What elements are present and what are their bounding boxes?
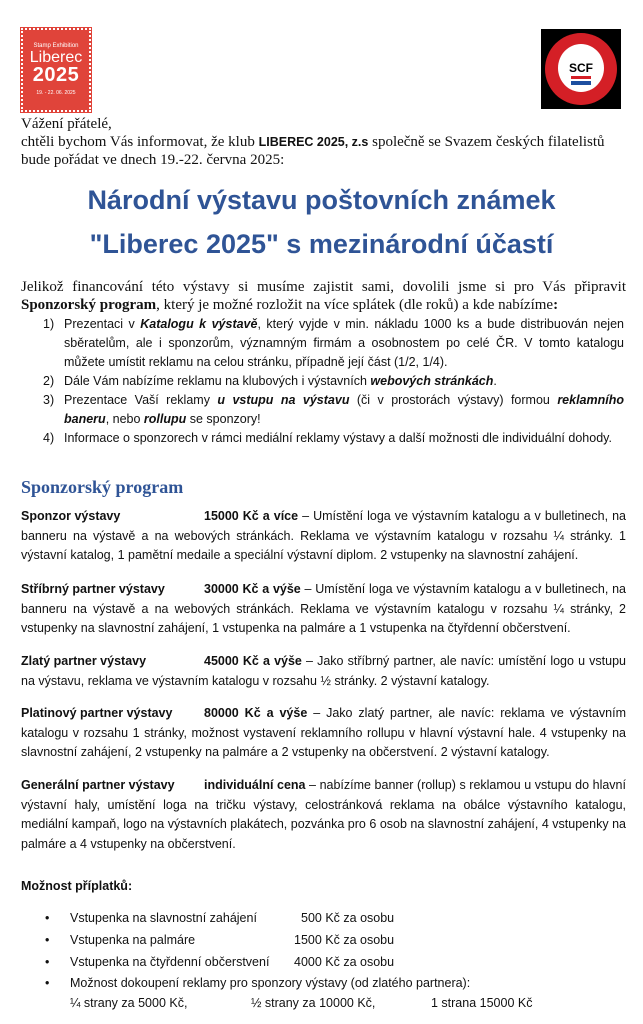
list-item bbox=[43, 429, 624, 448]
tier-name: Zlatý partner výstavy bbox=[21, 654, 147, 668]
offer-text: Prezentace Vaší reklamy bbox=[64, 393, 218, 407]
tier-price: 30000 Kč a výše bbox=[204, 582, 301, 596]
para-part-2: , který je možné rozložit na více splátek (dle roků) a kde nabízíme bbox=[156, 297, 554, 313]
offer-text: se sponzory! bbox=[186, 412, 261, 426]
list-number: 1) bbox=[43, 317, 55, 331]
list-item bbox=[43, 372, 624, 391]
financing-paragraph bbox=[21, 278, 626, 314]
tier-description: – nabízíme banner (rollup) s reklamou u vstupu do hlavní výstavní haly, umístění loga na tričku výstavy, celostránková reklama na obálce výstavního katalogu, mediální kampaň, logo na výstavních plakátech, pozvánka pro 6 osob na slavnostní zahájení, 4 vstupenky na palmáre a 4 vstupenky na občerstvení. bbox=[21, 778, 626, 851]
list-number: 3) bbox=[43, 393, 55, 407]
scf-logo-text: SCF bbox=[569, 61, 593, 75]
ad-option-full: 1 strana 15000 Kč bbox=[431, 996, 533, 1010]
tier-description: – Jako stříbrný partner, ale navíc: umístění logo u vstupu na výstavu, reklama ve výstavním katalogu v rozsahu ½ stránky. 2 výstavní katalogy. bbox=[21, 654, 626, 688]
tier-description: – Jako zlatý partner, ale navíc: reklama ve výstavním katalogu v rozsahu 1 stránky, možnost vystavení reklamního rollupu v hlavní výstavní hale. 4 vstupenky na slavnostní zahájení, 2 vstupenky na palmáre a 2 vstupenky na občerstvení. 2 výstavní katalogy. bbox=[21, 706, 627, 759]
logo-line-4: 19. - 22. 06. 2025 bbox=[36, 90, 76, 96]
tier-name: Stříbrný partner výstavy bbox=[21, 582, 165, 596]
tier-silver bbox=[21, 580, 626, 639]
intro-text bbox=[21, 115, 626, 169]
intro-part-1: chtěli bychom Vás informovat, že klub bbox=[21, 134, 259, 150]
tier-general bbox=[21, 776, 626, 854]
sponsor-program-heading: Sponzorský program bbox=[21, 477, 184, 497]
scf-logo-blue-stripe bbox=[571, 81, 591, 85]
extras-item-price: 4000 Kč za osobu bbox=[294, 955, 395, 969]
main-title-line-2: "Liberec 2025" s mezinárodní účastí bbox=[89, 229, 554, 259]
tier-name: Sponzor výstavy bbox=[21, 509, 121, 523]
ad-option-quarter: ¼ strany za 5000 Kč, bbox=[70, 996, 188, 1010]
tier-name: Platinový partner výstavy bbox=[21, 706, 173, 720]
tier-price: 15000 Kč a více bbox=[204, 509, 299, 523]
club-name: LIBEREC 2025, z.s bbox=[258, 135, 369, 149]
offer-text: Informace o sponzorech v rámci mediální reklamy výstavy a další možnosti dle individuální dohody. bbox=[64, 431, 612, 445]
tier-platinum bbox=[21, 704, 626, 763]
extras-item-label: Vstupenka na palmáre bbox=[70, 933, 196, 947]
tier-description: – Umístění loga ve výstavním katalogu a v bulletinech, na banneru na výstavě a na webových stránkách. Reklama ve výstavním katalogu v rozsahu ¼ stránky, 2 vstupenky na slavnostní zahájení, 1 vstupenka na palmáre a 1 vstupenka na čtyřdenní občerstvení. bbox=[21, 582, 626, 635]
intro-part-2: společně se Svazem českých filatelistů bbox=[368, 134, 605, 150]
extras-item-label: Možnost dokoupení reklamy pro sponzory výstavy (od zlatého partnera): bbox=[70, 976, 471, 990]
para-part-1: Jelikož financování této výstavy si musíme zajistit sami, dovolili jsme si pro Vás připravit bbox=[21, 279, 626, 295]
tier-name: Generální partner výstavy bbox=[21, 778, 175, 792]
scf-logo-red-stripe bbox=[571, 76, 591, 79]
para-colon: : bbox=[553, 297, 559, 313]
extras-item-price: 500 Kč za osobu bbox=[301, 911, 395, 925]
logo-line-2: Liberec bbox=[29, 49, 83, 66]
offer-text: (či v prostorách výstavy) formou bbox=[349, 393, 558, 407]
extras-item-label: Vstupenka na slavnostní zahájení bbox=[70, 911, 257, 925]
list-item bbox=[43, 315, 624, 372]
offer-text: , nebo bbox=[105, 412, 144, 426]
offer-text: . bbox=[493, 374, 497, 388]
tier-sponsor bbox=[21, 507, 626, 566]
tier-description: – Umístění loga ve výstavním katalogu a v bulletinech, na banneru na výstavě a na webových stránkách. Reklama ve výstavním katalogu v rozsahu ¼ stránky. 1 výstavní katalog, 1 pamětní medaile a speciální výstavní diplom. 2 vstupenky na slavnostní zahájení. bbox=[21, 509, 626, 562]
bullet-icon: • bbox=[45, 933, 50, 947]
offer-text: Prezentaci v bbox=[64, 317, 141, 331]
greeting: Vážení přátelé, bbox=[21, 116, 112, 132]
offer-emphasis: reklamního baneru bbox=[64, 393, 624, 426]
intro-line-1 bbox=[21, 133, 626, 151]
offer-emphasis: Katalogu k výstavě bbox=[140, 317, 258, 331]
offer-emphasis: webových stránkách bbox=[370, 374, 494, 388]
list-item bbox=[43, 391, 624, 429]
offer-emphasis: rollupu bbox=[143, 412, 187, 426]
tier-price: 80000 Kč a výše bbox=[204, 706, 308, 720]
ad-option-half: ½ strany za 10000 Kč, bbox=[251, 996, 376, 1010]
bullet-icon: • bbox=[45, 955, 50, 969]
logo-line-3: 2025 bbox=[32, 64, 80, 86]
extras-item-price: 1500 Kč za osobu bbox=[294, 933, 395, 947]
list-number: 2) bbox=[43, 374, 55, 388]
tier-price: 45000 Kč a výše bbox=[204, 654, 302, 668]
extras-heading: Možnost příplatků: bbox=[21, 879, 133, 893]
extras-item-label: Vstupenka na čtyřdenní občerstvení bbox=[70, 955, 270, 969]
para-bold: Sponzorský program bbox=[21, 297, 157, 313]
bullet-icon: • bbox=[45, 976, 50, 990]
liberec-2025-logo bbox=[21, 28, 91, 112]
scf-logo bbox=[541, 29, 621, 109]
tier-gold bbox=[21, 652, 626, 691]
tier-price: individuální cena bbox=[204, 778, 306, 792]
intro-line-2: bude pořádat ve dnech 19.-22. června 2025: bbox=[21, 152, 285, 168]
offer-text: , který vyjde v min. nákladu 1000 ks a bude distribuován nejen sběratelům, ale i sponzorům, významným firmám a osobnostem po celé ČR. V tomto katalogu můžete umístit reklamu na celou stránku, případně její část (1/2, 1/4). bbox=[64, 317, 624, 369]
logo-line-1: Stamp Exhibition bbox=[33, 43, 79, 49]
list-number: 4) bbox=[43, 431, 55, 445]
main-title-line-1: Národní výstavu poštovních známek bbox=[87, 185, 556, 215]
bullet-icon: • bbox=[45, 911, 50, 925]
offer-text: Dále Vám nabízíme reklamu na klubových i výstavních bbox=[64, 374, 371, 388]
offer-emphasis: u vstupu na výstavu bbox=[217, 393, 350, 407]
